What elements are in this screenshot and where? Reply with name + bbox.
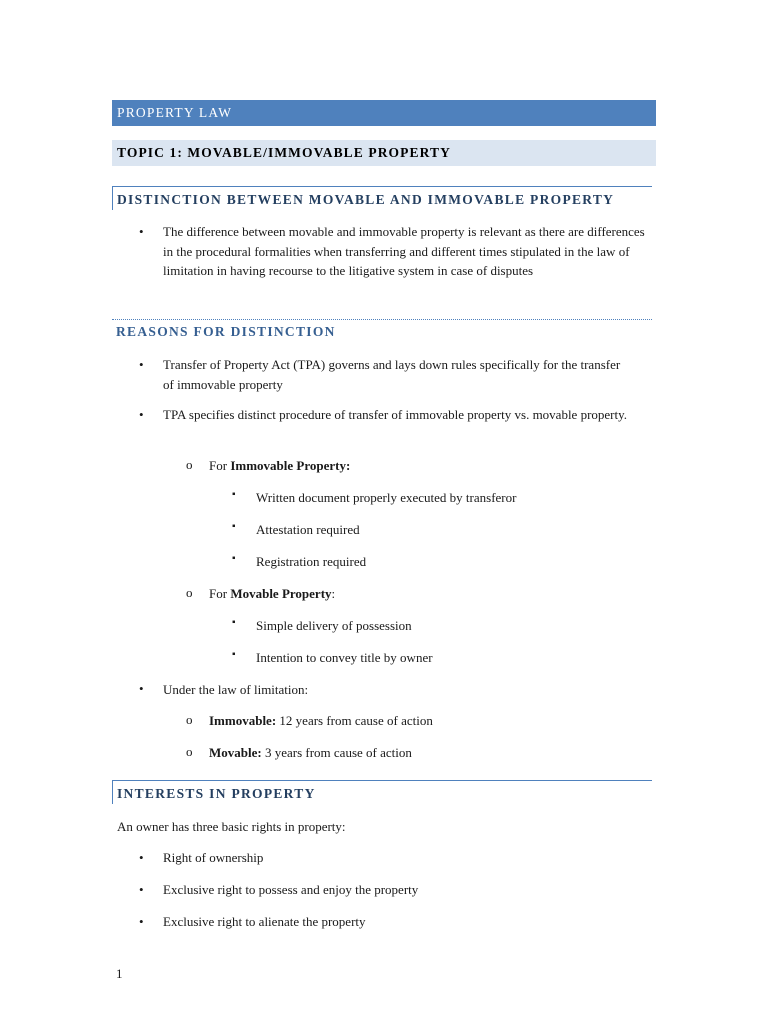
limitation-movable bbox=[209, 743, 412, 763]
sub-bullet-marker: o bbox=[186, 744, 193, 759]
limitation-text: 3 years from cause of action bbox=[261, 745, 412, 760]
heading-interests: INTERESTS IN PROPERTY bbox=[112, 780, 652, 804]
bullet-marker: • bbox=[139, 681, 144, 696]
interest-item: Exclusive right to alienate the property bbox=[163, 914, 366, 929]
movable-item: Simple delivery of possession bbox=[256, 618, 412, 633]
bullet-marker: • bbox=[139, 407, 144, 422]
bullet-marker: • bbox=[139, 224, 144, 239]
immovable-item: Registration required bbox=[256, 554, 367, 569]
immovable-item: Written document properly executed by transferor bbox=[256, 490, 517, 505]
immovable-property-line bbox=[209, 456, 350, 476]
interests-intro: An owner has three basic rights in property: bbox=[117, 819, 346, 834]
reason-tpa-governs: Transfer of Property Act (TPA) governs and lays down rules specifically for the transfer of immovable property bbox=[163, 357, 621, 392]
square-bullet-marker: ▪ bbox=[232, 489, 236, 500]
movable-property-label: Movable Property bbox=[230, 586, 332, 601]
limitation-label: Movable: bbox=[209, 745, 262, 760]
bullet-marker: • bbox=[139, 914, 144, 929]
square-bullet-marker: ▪ bbox=[232, 617, 236, 628]
square-bullet-marker: ▪ bbox=[232, 649, 236, 660]
heading-property-law: PROPERTY LAW bbox=[112, 100, 656, 126]
heading-reasons: REASONS FOR DISTINCTION bbox=[112, 319, 652, 343]
heading-topic-1: TOPIC 1: MOVABLE/IMMOVABLE PROPERTY bbox=[112, 140, 656, 166]
bullet-marker: • bbox=[139, 882, 144, 897]
square-bullet-marker: ▪ bbox=[232, 553, 236, 564]
limitation-immovable bbox=[209, 711, 433, 731]
interest-item: Right of ownership bbox=[163, 850, 264, 865]
for-prefix: For bbox=[209, 458, 231, 473]
sub-bullet-marker: o bbox=[186, 585, 193, 600]
movable-item: Intention to convey title by owner bbox=[256, 650, 433, 665]
reason-limitation: Under the law of limitation: bbox=[163, 682, 309, 697]
square-bullet-marker: ▪ bbox=[232, 521, 236, 532]
bullet-marker: • bbox=[139, 850, 144, 865]
immovable-item: Attestation required bbox=[256, 522, 360, 537]
immovable-property-label: Immovable Property: bbox=[230, 458, 351, 473]
interest-item: Exclusive right to possess and enjoy the property bbox=[163, 882, 419, 897]
colon: : bbox=[331, 586, 336, 601]
limitation-label: Immovable: bbox=[209, 713, 277, 728]
heading-distinction: DISTINCTION BETWEEN MOVABLE AND IMMOVABLE PROPERTY bbox=[112, 186, 652, 210]
limitation-text: 12 years from cause of action bbox=[276, 713, 433, 728]
reason-tpa-specifies: TPA specifies distinct procedure of transfer of immovable property vs. movable property. bbox=[163, 407, 628, 422]
sub-bullet-marker: o bbox=[186, 457, 193, 472]
bullet-marker: • bbox=[139, 357, 144, 372]
movable-property-line bbox=[209, 584, 335, 604]
sub-bullet-marker: o bbox=[186, 712, 193, 727]
for-prefix: For bbox=[209, 586, 231, 601]
page-number: 1 bbox=[116, 966, 123, 981]
distinction-paragraph: The difference between movable and immovable property is relevant as there are differences in the procedural formalities when transferring and different times stipulated in the law of limitation in having recourse to the litigative system in case of disputes bbox=[163, 224, 645, 278]
